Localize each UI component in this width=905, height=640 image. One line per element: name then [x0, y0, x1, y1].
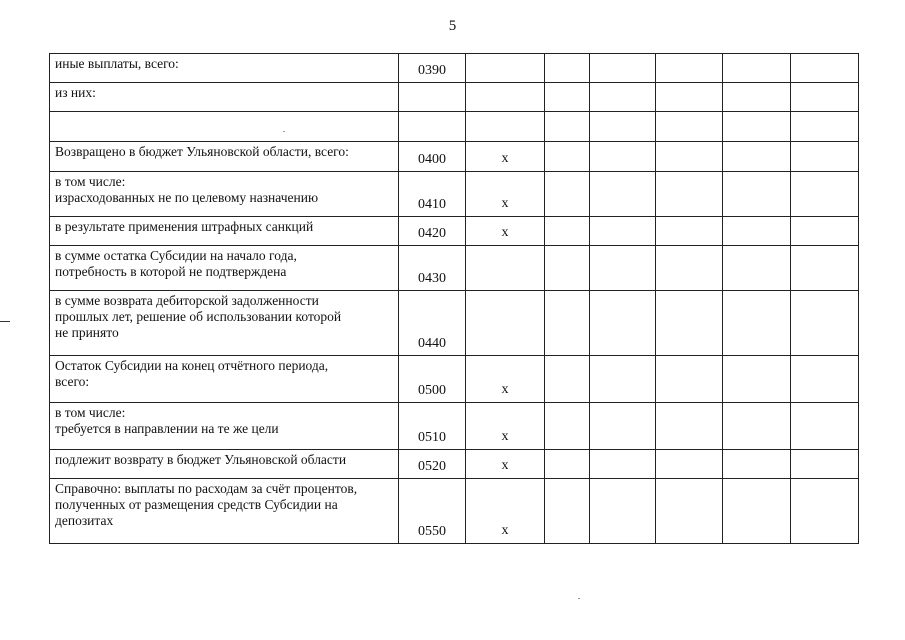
- row-code: 0390: [399, 54, 466, 83]
- empty-cell: [656, 142, 723, 172]
- empty-cell: [723, 450, 791, 479]
- empty-cell: [656, 112, 723, 142]
- row-x-mark: x: [466, 356, 545, 403]
- scan-speck: [578, 598, 580, 599]
- empty-cell: [590, 356, 656, 403]
- row-label-line: иные выплаты, всего:: [55, 56, 179, 71]
- row-label-line: потребность в которой не подтверждена: [55, 264, 287, 279]
- empty-cell: [545, 142, 590, 172]
- row-code: 0420: [399, 217, 466, 246]
- empty-cell: [791, 172, 859, 217]
- row-label: [50, 403, 399, 450]
- row-x-mark: [466, 54, 545, 83]
- empty-cell: [590, 479, 656, 544]
- table-row: [50, 246, 859, 291]
- row-label-line: Справочно: выплаты по расходам за счёт процентов,: [55, 481, 358, 496]
- empty-cell: [723, 291, 791, 356]
- row-code: [399, 112, 466, 142]
- row-label-line: подлежит возврату в бюджет Ульяновской области: [55, 452, 347, 467]
- row-label-line: не принято: [55, 325, 119, 340]
- table-row: [50, 450, 859, 479]
- row-x-mark: x: [466, 479, 545, 544]
- row-x-mark: x: [466, 450, 545, 479]
- row-code: 0410: [399, 172, 466, 217]
- table-row: [50, 54, 859, 83]
- table-row: [50, 112, 859, 142]
- row-label-line: [55, 114, 393, 130]
- empty-cell: [545, 217, 590, 246]
- row-code: 0520: [399, 450, 466, 479]
- report-table: [49, 53, 859, 544]
- empty-cell: [656, 54, 723, 83]
- table-row: [50, 403, 859, 450]
- row-x-mark: [466, 246, 545, 291]
- empty-cell: [545, 479, 590, 544]
- table-row: [50, 479, 859, 544]
- row-label-line: в том числе:: [55, 405, 126, 420]
- empty-cell: [791, 54, 859, 83]
- row-label-line: Возвращено в бюджет Ульяновской области, всего:: [55, 144, 349, 159]
- table-row: [50, 83, 859, 112]
- row-label: [50, 450, 399, 479]
- row-x-mark: [466, 112, 545, 142]
- table-row: [50, 172, 859, 217]
- empty-cell: [723, 479, 791, 544]
- row-x-mark: [466, 291, 545, 356]
- table-row: [50, 142, 859, 172]
- row-label: [50, 246, 399, 291]
- empty-cell: [723, 54, 791, 83]
- empty-cell: [791, 291, 859, 356]
- empty-cell: [590, 291, 656, 356]
- empty-cell: [723, 403, 791, 450]
- empty-cell: [545, 356, 590, 403]
- empty-cell: [791, 450, 859, 479]
- empty-cell: [590, 403, 656, 450]
- empty-cell: [791, 112, 859, 142]
- row-label: [50, 172, 399, 217]
- empty-cell: [590, 246, 656, 291]
- row-label-line: требуется в направлении на те же цели: [55, 421, 279, 436]
- empty-cell: [656, 403, 723, 450]
- empty-cell: [723, 172, 791, 217]
- empty-cell: [545, 450, 590, 479]
- empty-cell: [545, 403, 590, 450]
- empty-cell: [590, 112, 656, 142]
- empty-cell: [656, 450, 723, 479]
- row-label: [50, 479, 399, 544]
- empty-cell: [590, 217, 656, 246]
- row-label-line: израсходованных не по целевому назначению: [55, 190, 319, 205]
- row-code: 0500: [399, 356, 466, 403]
- empty-cell: [545, 246, 590, 291]
- row-code: [399, 83, 466, 112]
- row-label-line: полученных от размещения средств Субсидии на: [55, 497, 338, 512]
- row-label-line: депозитах: [55, 513, 114, 528]
- table-row: [50, 356, 859, 403]
- empty-cell: [723, 112, 791, 142]
- empty-cell: [590, 450, 656, 479]
- row-label-line: в результате применения штрафных санкций: [55, 219, 314, 234]
- empty-cell: [791, 403, 859, 450]
- row-label-line: в сумме возврата дебиторской задолженности: [55, 293, 319, 308]
- empty-cell: [590, 83, 656, 112]
- row-x-mark: [466, 83, 545, 112]
- empty-cell: [791, 479, 859, 544]
- row-x-mark: x: [466, 142, 545, 172]
- margin-mark: [0, 321, 10, 322]
- row-code: 0510: [399, 403, 466, 450]
- empty-cell: [723, 83, 791, 112]
- row-label-line: всего:: [55, 374, 90, 389]
- row-label-line: из них:: [55, 85, 96, 100]
- empty-cell: [545, 172, 590, 217]
- row-label: [50, 112, 399, 142]
- empty-cell: [723, 246, 791, 291]
- row-label-line: в сумме остатка Субсидии на начало года,: [55, 248, 297, 263]
- empty-cell: [590, 142, 656, 172]
- empty-cell: [791, 83, 859, 112]
- empty-cell: [590, 172, 656, 217]
- row-code: 0550: [399, 479, 466, 544]
- row-x-mark: x: [466, 217, 545, 246]
- row-code: 0400: [399, 142, 466, 172]
- empty-cell: [545, 83, 590, 112]
- empty-cell: [791, 217, 859, 246]
- row-x-mark: x: [466, 172, 545, 217]
- empty-cell: [590, 54, 656, 83]
- row-label: [50, 54, 399, 83]
- row-label: [50, 142, 399, 172]
- row-label: [50, 217, 399, 246]
- row-x-mark: x: [466, 403, 545, 450]
- row-label: [50, 356, 399, 403]
- empty-cell: [723, 217, 791, 246]
- empty-cell: [791, 356, 859, 403]
- empty-cell: [656, 356, 723, 403]
- empty-cell: [723, 356, 791, 403]
- table-row: [50, 291, 859, 356]
- table-row: [50, 217, 859, 246]
- row-label: [50, 291, 399, 356]
- empty-cell: [791, 142, 859, 172]
- row-label-line: Остаток Субсидии на конец отчётного периода,: [55, 358, 329, 373]
- row-label-line: в том числе:: [55, 174, 126, 189]
- row-label-line: прошлых лет, решение об использовании которой: [55, 309, 342, 324]
- empty-cell: [656, 83, 723, 112]
- empty-cell: [545, 54, 590, 83]
- empty-cell: [723, 142, 791, 172]
- page-number: 5: [448, 18, 457, 34]
- empty-cell: [656, 291, 723, 356]
- row-code: 0430: [399, 246, 466, 291]
- empty-cell: [656, 246, 723, 291]
- empty-cell: [791, 246, 859, 291]
- row-code: 0440: [399, 291, 466, 356]
- empty-cell: [545, 112, 590, 142]
- empty-cell: [545, 291, 590, 356]
- empty-cell: [656, 479, 723, 544]
- empty-cell: [656, 217, 723, 246]
- empty-cell: [656, 172, 723, 217]
- row-label: [50, 83, 399, 112]
